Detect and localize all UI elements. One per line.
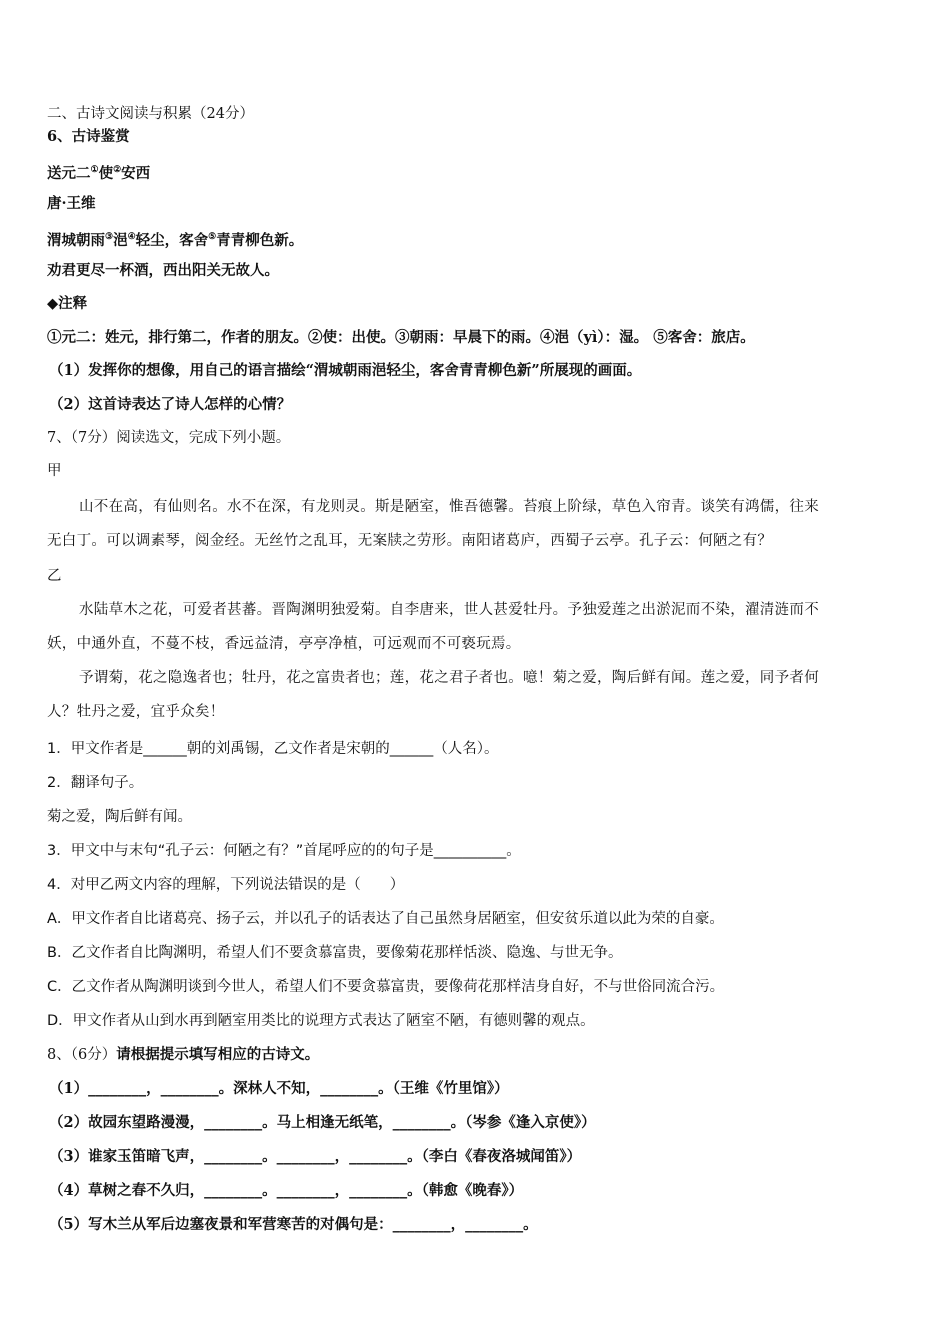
q7-item-2-sentence: 菊之爱，陶后鲜有闻。	[47, 809, 192, 825]
q6-subquestion-2: （2）这首诗表达了诗人怎样的心情？	[49, 396, 292, 413]
q6-subquestion-1: （1）发挥你的想像，用自己的语言描绘“渭城朝雨浥轻尘，客舍青青柳色新”所展现的画面。	[49, 362, 642, 379]
passage-b-line: 人？牡丹之爱，宜乎众矣！	[47, 704, 225, 720]
passage-a	[47, 490, 909, 558]
passage-b-line: 妖，中通外直，不蔓不枝，香远益清，亭亭净植，可远观而不可亵玩焉。	[47, 636, 521, 652]
notes-heading: ◆注释	[47, 295, 88, 312]
q6-heading: 6、古诗鉴赏	[47, 128, 130, 145]
q8-heading: 8、（6分）请根据提示填写相应的古诗文。	[47, 1046, 320, 1063]
q8-item-5: （5）写木兰从军后边塞夜景和军营寒苦的对偶句是：________，________。	[49, 1216, 538, 1233]
q7-option-c: C．乙文作者从陶渊明谈到今世人，希望人们不要贪慕富贵，要像荷花那样洁身自好，不与世俗同流合污。	[47, 979, 725, 995]
poem-line-1: 渭城朝雨③浥④轻尘，客舍⑤青青柳色新。	[47, 231, 304, 249]
q7-item-2: 2．翻译句子。	[47, 775, 144, 791]
poem-line-2: 劝君更尽一杯酒，西出阳关无故人。	[47, 262, 279, 279]
q8-item-2: （2）故园东望路漫漫，________。马上相逢无纸笔，________。（岑参《逢入京使》）	[49, 1114, 596, 1131]
passage-a-line: 山不在高，有仙则名。水不在深，有龙则灵。斯是陋室，惟吾德馨。苔痕上阶绿，草色入帘青。谈笑有鸿儒，往来	[79, 499, 819, 515]
notes-text: ①元二：姓元，排行第二，作者的朋友。②使：出使。③朝雨：早晨下的雨。④浥（yì）：湿。 ⑤客舍：旅店。	[47, 329, 755, 346]
poem-author: 唐·王维	[47, 195, 96, 212]
q8-item-4: （4）草树之春不久归，________。________，________。（韩愈《晚春》）	[49, 1182, 524, 1199]
q7-item-1: 1．甲文作者是______朝的刘禹锡，乙文作者是宋朝的______（人名）。	[47, 741, 499, 757]
q8-item-3: （3）谁家玉笛暗飞声，________。________，________。（李白《春夜洛城闻笛》）	[49, 1148, 582, 1165]
q8-item-1: （1）________，________。深林人不知，________。（王维《竹里馆》）	[49, 1080, 509, 1097]
passage-b-line: 水陆草木之花，可爱者甚蕃。晋陶渊明独爱菊。自李唐来，世人甚爱牡丹。予独爱莲之出淤泥而不染，濯清涟而不	[79, 602, 819, 618]
q7-option-a: A．甲文作者自比诸葛亮、扬子云，并以孔子的话表达了自己虽然身居陋室，但安贫乐道以此为荣的自豪。	[47, 911, 724, 927]
poem-title: 送元二①使②安西	[47, 164, 151, 182]
q7-heading: 7、（7分）阅读选文，完成下列小题。	[47, 430, 291, 446]
passage-b-line: 予谓菊，花之隐逸者也；牡丹，花之富贵者也；莲，花之君子者也。噫！菊之爱，陶后鲜有闻。莲之爱，同予者何	[79, 670, 819, 686]
q7-option-d: D．甲文作者从山到水再到陋室用类比的说理方式表达了陋室不陋，有德则馨的观点。	[47, 1013, 595, 1029]
passage-a-line: 无白丁。可以调素琴，阅金经。无丝竹之乱耳，无案牍之劳形。南阳诸葛庐，西蜀子云亭。孔子云：何陋之有？	[47, 533, 773, 549]
passage-b-label: 乙	[47, 568, 62, 584]
q7-item-4: 4．对甲乙两文内容的理解，下列说法错误的是（ ）	[47, 877, 405, 893]
q7-option-b: B．乙文作者自比陶渊明，希望人们不要贪慕富贵，要像菊花那样恬淡、隐逸、与世无争。	[47, 945, 623, 961]
section-title: 二、古诗文阅读与积累（24分）	[47, 106, 254, 122]
passage-b	[47, 593, 909, 729]
passage-a-label: 甲	[47, 463, 62, 479]
q7-item-3: 3．甲文中与末句“孔子云：何陋之有？”首尾呼应的的句子是__________。	[47, 843, 521, 859]
